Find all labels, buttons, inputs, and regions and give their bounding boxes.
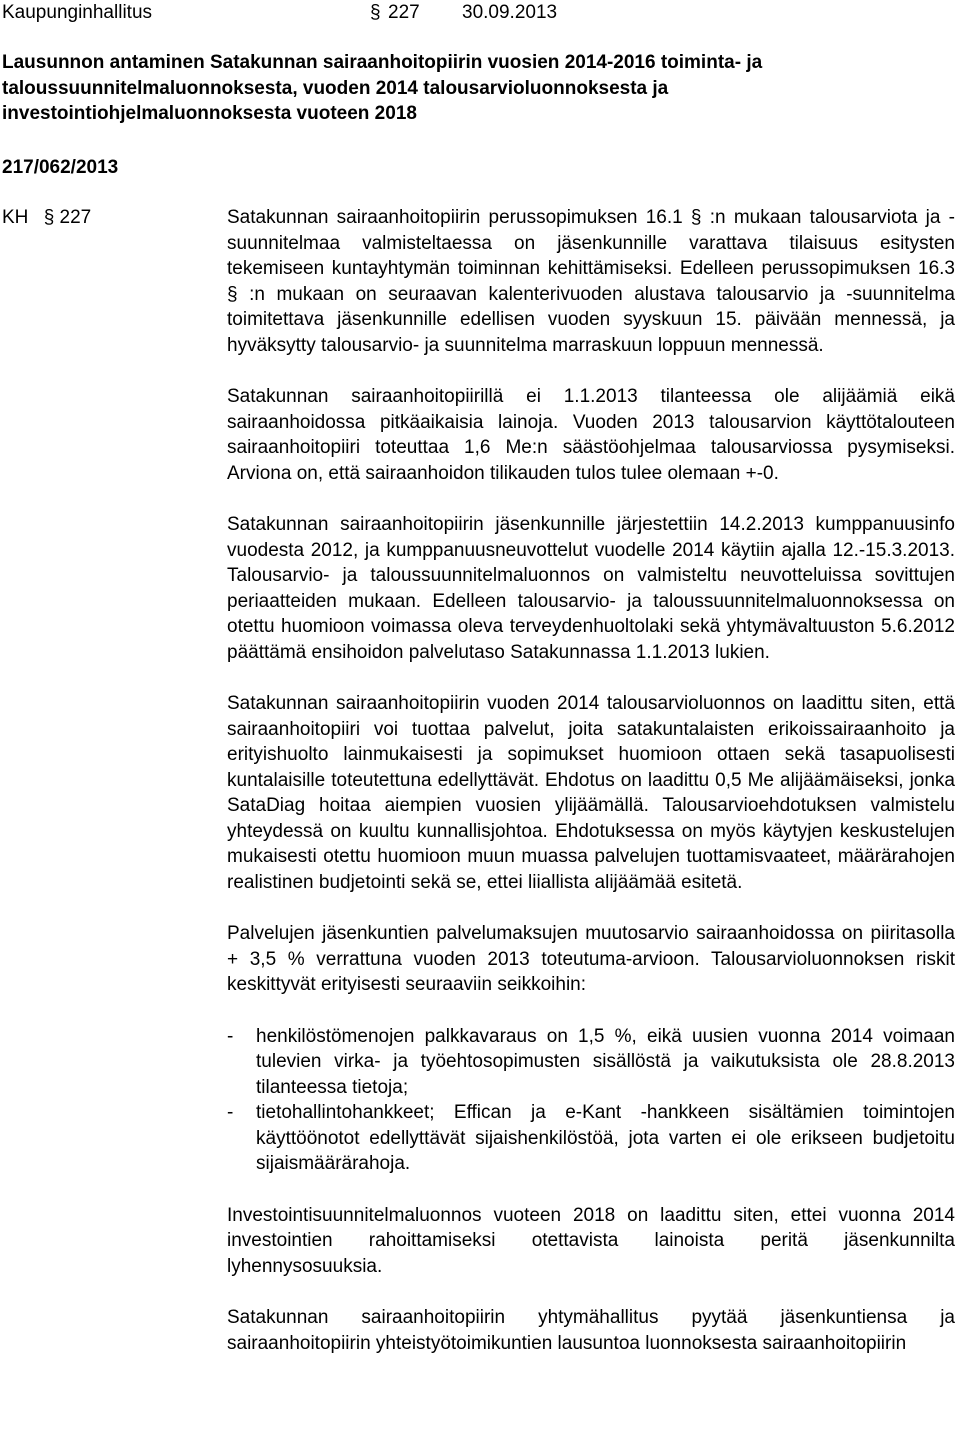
decision-id: 217/062/2013 — [2, 157, 119, 178]
paragraph: Satakunnan sairaanhoitopiirin yhtymähallitus pyytää jäsenkuntiensa ja sairaanhoitopiirin yhteistyötoimikuntien lausuntoa luonnoksesta sairaanhoitopiirin — [227, 1307, 955, 1354]
page-number: 227 — [388, 2, 420, 23]
page-title: Lausunnon antaminen Satakunnan sairaanhoitopiirin vuosien 2014-2016 toiminta- ja taloussuunnitelmaluonnoksesta, vuoden 2014 talousarvioluonnoksesta ja investointiohjelmaluonnoksesta vuoteen 2018 — [2, 52, 763, 124]
list-marker: - — [227, 1025, 234, 1047]
section-sign: § — [43, 207, 55, 228]
kh-label: KH — [2, 207, 29, 228]
paragraph: Investointisuunnitelmaluonnos vuoteen 2018 on laadittu siten, ettei vuonna 2014 investointien rahoittamiseksi otettavista lainoista peritä jäsenkunnilta lyhennysosuuksia. — [227, 1204, 955, 1277]
list-item-text: henkilöstömenojen palkkavaraus on 1,5 %, eikä uusien vuonna 2014 voimaan tulevien virka- ja työehtosopimusten sisällöstä ja vaikutuksista ole 28.8.2013 tilanteessa tietoja; — [256, 1025, 955, 1098]
paragraph: Satakunnan sairaanhoitopiirin vuoden 2014 talousarvioluonnos on laadittu siten, että sairaanhoitopiiri voi tuottaa palvelut, joita satakuntalaisten erikoissairaanhoito ja erityishuolto lainmukaisesti ja sopimukset huomioon ottaen sekä tasapuolisesti kuntalaisille toteutettuna edellyttävät. Ehdotus on laadittu 0,5 Me alijäämäiseksi, jonka SataDiag hoitaa aiempien vuosien ylijäämällä. Talousarvioehdotuksen valmistelu yhteydessä on kuultu kunnallisjohtoa. Ehdotuksessa on myös käytyjen keskustelujen mukaisesti otettu huomioon muun muassa palvelujen tuottamisvaateet, määrärahojen realistinen budjetointi sekä se, ettei liiallista alijäämää esitetä. — [227, 693, 955, 893]
list-item — [227, 1024, 955, 1101]
paragraph: Satakunnan sairaanhoitopiirillä ei 1.1.2013 tilanteessa ole alijäämiä eikä sairaanhoidossa pitkäaikaisia lainoja. Vuoden 2013 talousarvion käyttötalouteen sairaanhoitopiiri toteuttaa 1,6 Me:n säästöohjelmaa talousarviossa pysymiseksi. Arviona on, että sairaanhoidon tilikauden tulos tulee olemaan +-0. — [227, 386, 955, 484]
section-sign: § — [370, 2, 381, 23]
list-item-text: tietohallintohankkeet; Effican ja e-Kant -hankkeen sisältämien toimintojen käyttöönotot edellyttävät sijaishenkilöstöä, jota varten ei ole erikseen budjetoitu sijaismäärärahoja. — [256, 1102, 955, 1174]
organ-name: Kaupunginhallitus — [2, 2, 153, 23]
section-label — [2, 205, 91, 231]
risk-list — [227, 1024, 955, 1177]
paragraph: Satakunnan sairaanhoitopiirin perussopimuksen 16.1 § :n mukaan talousarviota ja -suunnitelmaa valmisteltaessa on jäsenkunnille varattava tilaisuus esitysten tekemiseen kuntayhtymän toiminnan kehittämiseksi. Edelleen perussopimuksen 16.3 § :n mukaan on seuraavan kalenterivuoden alustava talousarvio ja -suunnitelma toimitettava jäsenkunnille edellisen vuoden syyskuun 15. päivään mennessä, ja hyväksytty talousarvio- ja suunnitelma marraskuun loppuun mennessä. — [227, 207, 955, 356]
meeting-date: 30.09.2013 — [462, 2, 558, 23]
document-body — [227, 205, 955, 1382]
paragraph: Satakunnan sairaanhoitopiirin jäsenkunnille järjestettiin 14.2.2013 kumppanuusinfo vuodesta 2012, ja kumppanuusneuvottelut vuodelle 2014 käytiin ajalla 12.-15.3.2013. Talousarvio- ja taloussuunnitelmaluonnos on valmisteltu neuvotteluissa sovittujen periaatteiden mukaan. Edelleen talousarvio- ja taloussuunnitelmaluonnoksessa on otettu huomioon voimassa oleva terveydenhuoltolaki sekä yhtymävaltuuston 5.6.2012 päättämä ensihoidon palvelutaso Satakunnassa 1.1.2013 lukien. — [227, 514, 955, 663]
list-item — [227, 1100, 955, 1177]
paragraph: Palvelujen jäsenkuntien palvelumaksujen muutosarvio sairaanhoidossa on piiritasolla + 3,5 % verrattuna vuoden 2013 toteutuma-arvioon. Talousarvioluonnoksen riskit keskittyvät erityisesti seuraaviin seikkoihin: — [227, 923, 955, 995]
list-marker: - — [227, 1102, 234, 1123]
section-number: 227 — [59, 207, 92, 228]
